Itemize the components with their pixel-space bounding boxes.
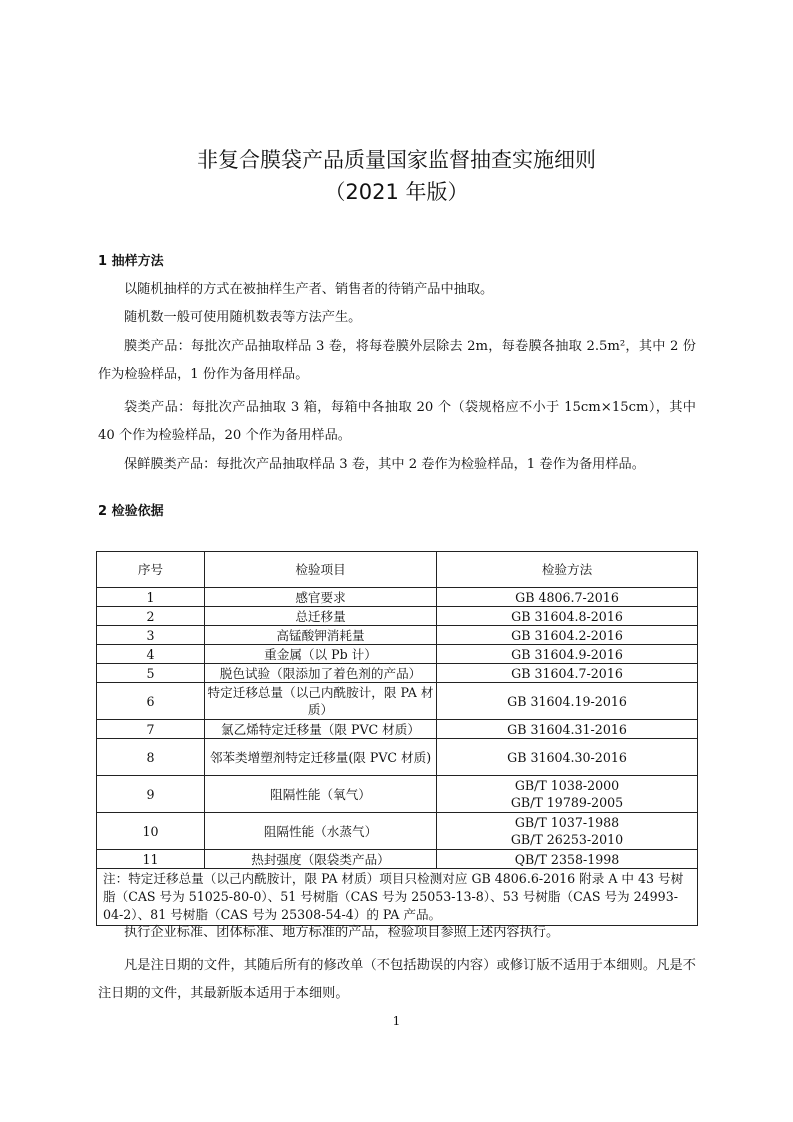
table-row [97, 645, 698, 664]
cell-no: 10 [97, 813, 205, 850]
cell-no: 7 [97, 720, 205, 739]
cell-method: GB 31604.2-2016 [437, 626, 698, 645]
cell-item: 重金属（以 Pb 计） [205, 645, 437, 664]
table-note: 注：特定迁移总量（以己内酰胺计，限 PA 材质）项目只检测对应 GB 4806.6-2016 附录 A 中 43 号树脂（CAS 号为 51025-80-0）、51 号树脂（CAS 号为 25053-13-8）、53 号树脂（CAS 号为 24993-04-2）、81 号树脂（CAS 号为 25308-54-4）的 PA 产品。 [97, 869, 698, 926]
table-row [97, 850, 698, 869]
cell-no: 1 [97, 588, 205, 607]
paragraph: 袋类产品：每批次产品抽取 3 箱，每箱中各抽取 20 个（袋规格应不小于 15cm×15cm），其中 40 个作为检验样品，20 个作为备用样品。 [98, 400, 696, 443]
table-note-row [97, 869, 698, 926]
cell-method: GB 31604.7-2016 [437, 664, 698, 683]
cell-item: 特定迁移总量（以己内酰胺计，限 PA 材质） [205, 683, 437, 720]
paragraph: 执行企业标准、团体标准、地方标准的产品，检验项目参照上述内容执行。 [124, 925, 560, 940]
table-row [97, 776, 698, 813]
header-item: 检验项目 [205, 552, 437, 588]
table-row [97, 664, 698, 683]
cell-no: 5 [97, 664, 205, 683]
cell-no: 11 [97, 850, 205, 869]
paragraph: 保鲜膜类产品：每批次产品抽取样品 3 卷，其中 2 卷作为检验样品，1 卷作为备用样品。 [124, 457, 645, 472]
method-line: GB/T 1038-2000 [514, 778, 620, 793]
cell-method: GB 4806.7-2016 [437, 588, 698, 607]
document-edition: （2021 年版） [324, 180, 469, 204]
cell-item: 阻隔性能（水蒸气） [205, 813, 437, 850]
method-line: GB/T 19789-2005 [510, 795, 624, 810]
table-row [97, 607, 698, 626]
cell-no: 2 [97, 607, 205, 626]
cell-no: 4 [97, 645, 205, 664]
header-method: 检验方法 [437, 552, 698, 588]
cell-item: 邻苯类增塑剂特定迁移量(限 PVC 材质) [205, 739, 437, 776]
inspection-table [96, 551, 698, 926]
cell-item: 感官要求 [205, 588, 437, 607]
cell-item: 氯乙烯特定迁移量（限 PVC 材质） [205, 720, 437, 739]
table-row [97, 683, 698, 720]
section-2-heading: 2 检验依据 [98, 504, 164, 519]
cell-item: 热封强度（限袋类产品） [205, 850, 437, 869]
cell-no: 3 [97, 626, 205, 645]
table-header-row [97, 552, 698, 588]
cell-method: GB 31604.19-2016 [437, 683, 698, 720]
paragraph: 随机数一般可使用随机数表等方法产生。 [124, 310, 362, 325]
cell-method: GB 31604.9-2016 [437, 645, 698, 664]
cell-item: 阻隔性能（氧气） [205, 776, 437, 813]
paragraph: 凡是注日期的文件，其随后所有的修改单（不包括勘误的内容）或修订版不适用于本细则。凡是不注日期的文件，其最新版本适用于本细则。 [98, 958, 696, 1001]
section-1-heading: 1 抽样方法 [98, 254, 164, 269]
paragraph: 以随机抽样的方式在被抽样生产者、销售者的待销产品中抽取。 [124, 282, 494, 297]
paragraph: 膜类产品：每批次产品抽取样品 3 卷，将每卷膜外层除去 2m，每卷膜各抽取 2.5m²，其中 2 份作为检验样品，1 份作为备用样品。 [98, 339, 696, 382]
cell-no: 8 [97, 739, 205, 776]
cell-method [437, 776, 698, 813]
document-title: 非复合膜袋产品质量国家监督抽查实施细则 [197, 148, 596, 172]
cell-method: GB 31604.30-2016 [437, 739, 698, 776]
cell-no: 9 [97, 776, 205, 813]
page-number: 1 [392, 1014, 401, 1028]
method-line: GB/T 1037-1988 [514, 815, 620, 830]
cell-item: 总迁移量 [205, 607, 437, 626]
cell-method: QB/T 2358-1998 [437, 850, 698, 869]
cell-item: 脱色试验（限添加了着色剂的产品） [205, 664, 437, 683]
table-row [97, 739, 698, 776]
cell-method: GB 31604.8-2016 [437, 607, 698, 626]
table-row [97, 720, 698, 739]
cell-method [437, 813, 698, 850]
table-row [97, 813, 698, 850]
table-row [97, 588, 698, 607]
table-row [97, 626, 698, 645]
method-line: GB/T 26253-2010 [510, 832, 624, 847]
cell-item: 高锰酸钾消耗量 [205, 626, 437, 645]
cell-no: 6 [97, 683, 205, 720]
cell-method: GB 31604.31-2016 [437, 720, 698, 739]
header-no: 序号 [97, 552, 205, 588]
